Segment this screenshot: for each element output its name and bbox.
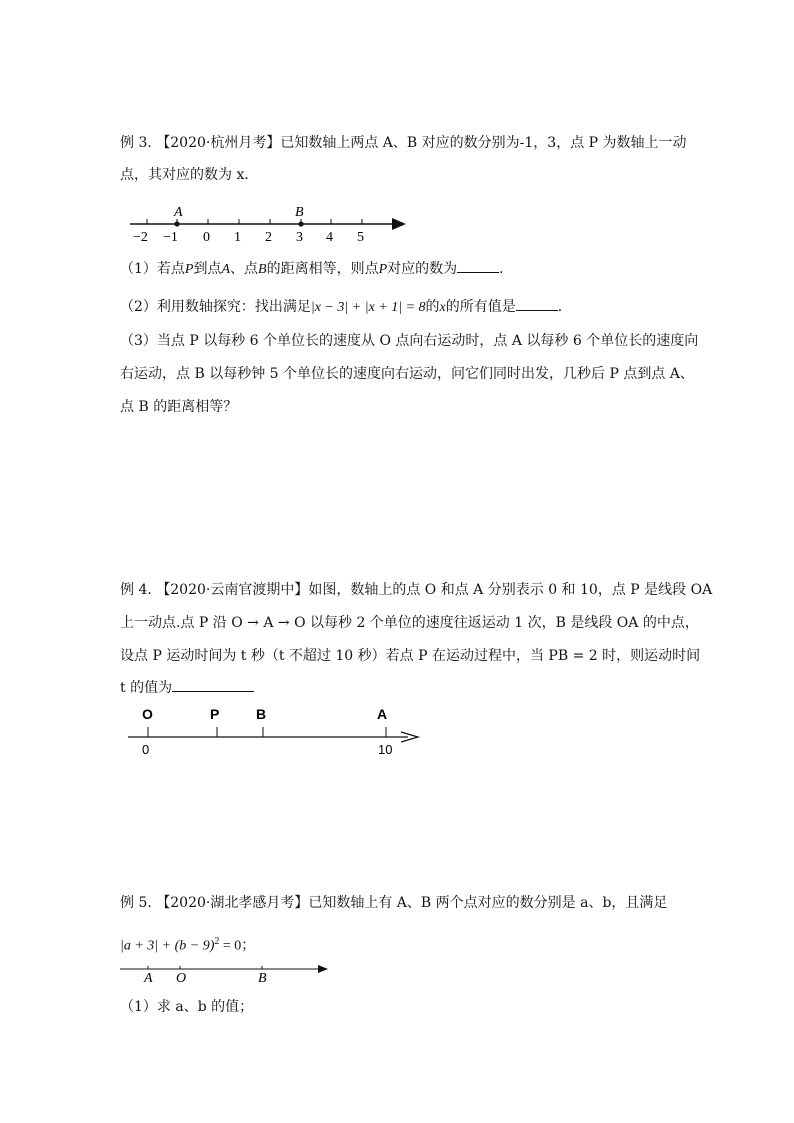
ex5-formula-end: = 0； — [219, 938, 256, 954]
ex4-label-b: B — [256, 706, 267, 722]
ex3-tick-label: 3 — [296, 230, 303, 245]
ex3-number-line — [130, 202, 430, 245]
ex3-point-b-label: B — [295, 205, 304, 220]
ex3-tick-label: 1 — [234, 230, 241, 245]
ex3-point-a-dot — [174, 221, 179, 226]
ex3-q1-text: ． — [499, 261, 514, 277]
ex5-label: 例 5. — [120, 895, 152, 911]
ex3-tick-label: 4 — [326, 230, 333, 245]
ex5-label-o: O — [176, 971, 187, 986]
ex3-q1-text: 的距离相等，则点 — [266, 261, 379, 277]
ex5-formula-main: |a + 3| + (b − 9) — [120, 938, 215, 954]
ex4-line1 — [120, 580, 712, 600]
ex3-q1-text: 到点 — [193, 261, 222, 277]
ex3-q1-var: P — [378, 262, 388, 277]
ex5-formula-exponent: 2 — [214, 936, 220, 947]
ex4-line2: 上一动点.点 P 沿 O → A → O 以每秒 2 个单位的速度往返运动 1 次，B 是线段 OA 的中点， — [120, 615, 699, 631]
ex3-q1-answer-blank[interactable] — [457, 258, 499, 273]
ex5-number-line — [120, 962, 340, 992]
ex4-label-p: P — [210, 706, 220, 722]
ex3-line2: 点，其对应的数为 x． — [120, 167, 259, 183]
ex3-point-b-dot — [298, 221, 303, 226]
ex3-q3-line1: （3）当点 P 以每秒 6 个单位长的速度从 O 点向右运动时，点 A 以每秒 6 个单位长的速度向 — [120, 333, 699, 349]
ex3-source: 【2020·杭州月考】 — [156, 135, 281, 151]
ex3-q2-text: （2）利用数轴探究：找出满足 — [120, 299, 311, 315]
ex4-line4-text: t 的值为 — [120, 680, 173, 696]
ex3-tick-label: −2 — [133, 230, 148, 245]
ex4-label-a: A — [377, 706, 388, 722]
ex3-line1 — [120, 133, 687, 153]
ex3-q2-answer-blank[interactable] — [516, 296, 558, 311]
ex3-label: 例 3. — [120, 135, 152, 151]
ex3-q2-text: 的所有值是 — [445, 299, 516, 315]
ex3-q1-text: 、点 — [230, 261, 259, 277]
ex4-line3: 设点 P 运动时间为 t 秒（t 不超过 10 秒）若点 P 在运动过程中，当 PB = 2 时，则运动时间 — [120, 648, 701, 664]
ex3-q1-text: （1）若点 — [120, 261, 185, 277]
ex5-label-b: B — [258, 971, 267, 986]
ex3-q2-text: ． — [557, 299, 572, 315]
ex3-q2-formula: |x − 3| + |x + 1| = 8 — [310, 300, 426, 315]
ex4-tick-10: 10 — [378, 742, 393, 757]
ex3-tick-label: 0 — [203, 230, 210, 245]
ex4-answer-blank[interactable] — [172, 677, 254, 692]
ex3-text1: 已知数轴上两点 A、B 对应的数分别为-1，3，点 P 为数轴上一动 — [280, 135, 687, 151]
ex5-source: 【2020·湖北孝感月考】 — [156, 895, 309, 911]
ex4-line4 — [120, 677, 254, 698]
ex4-tick-0: 0 — [142, 742, 150, 757]
ex5-formula — [120, 932, 255, 957]
ex3-q1-text: 对应的数为 — [387, 261, 458, 277]
ex5-label-a: A — [144, 971, 153, 986]
ex3-q1-var: P — [184, 262, 194, 277]
ex3-tick-label: 2 — [265, 230, 272, 245]
ex3-q3-line2: 右运动，点 B 以每秒钟 5 个单位长的速度向右运动，问它们同时出发，几秒后 P 点到点 A、 — [120, 366, 694, 382]
ex3-tick-label: −1 — [163, 230, 178, 245]
ex4-label: 例 4. — [120, 582, 152, 598]
ex3-q2-text: 的 — [425, 299, 440, 315]
ex3-q1 — [120, 258, 513, 280]
ex3-q1-var: B — [258, 262, 267, 277]
ex4-number-line — [128, 702, 438, 762]
ex5-q1: （1）求 a、b 的值； — [120, 999, 254, 1015]
ex3-q2 — [120, 296, 572, 318]
ex5-text1: 已知数轴上有 A、B 两个点对应的数分别是 a、b，且满足 — [308, 895, 668, 911]
ex5-line1 — [120, 893, 667, 913]
ex4-text1: 如图，数轴上的点 O 和点 A 分别表示 0 和 10，点 P 是线段 OA — [308, 582, 713, 598]
ex4-source: 【2020·云南官渡期中】 — [156, 582, 309, 598]
ex3-tick-label: 5 — [357, 230, 364, 245]
ex3-q2-var: x — [439, 300, 446, 315]
ex4-label-o: O — [142, 706, 153, 722]
ex3-point-a-label: A — [174, 205, 183, 220]
ex3-q1-var: A — [221, 262, 231, 277]
ex3-q3-line3: 点 B 的距离相等？ — [120, 399, 238, 415]
